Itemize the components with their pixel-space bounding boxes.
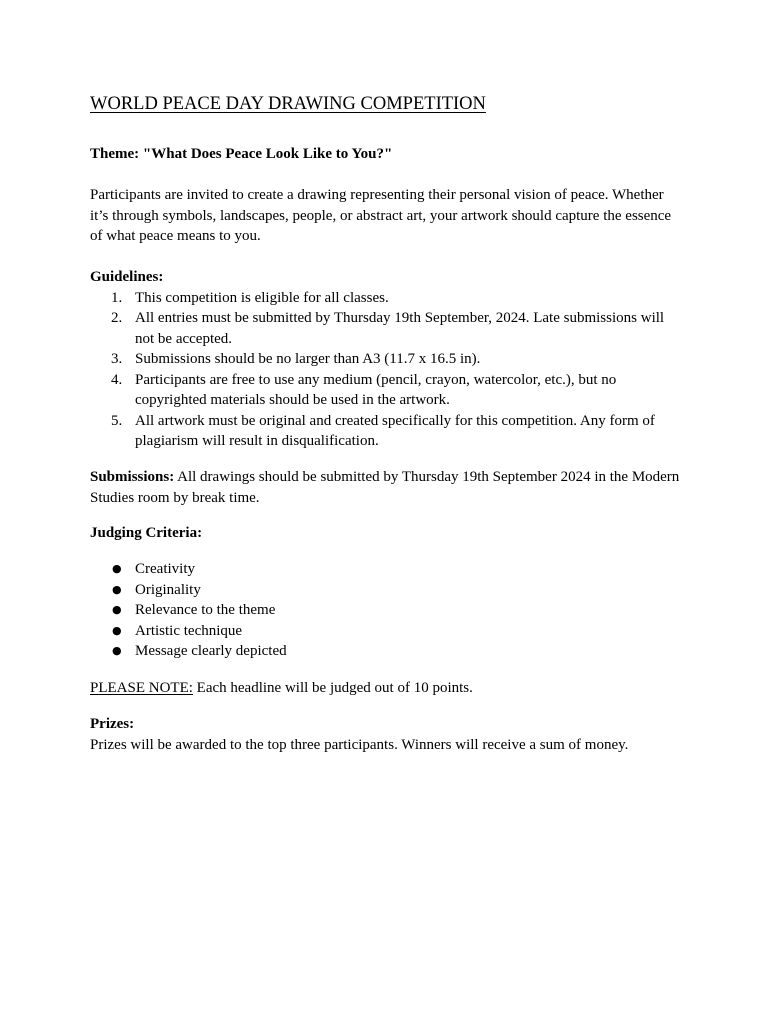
bullet-icon: ● <box>112 562 122 575</box>
guideline-number: 2. <box>111 310 123 326</box>
guideline-text: Participants are free to use any medium (pencil, crayon, watercolor, etc.), but no copyrighted materials should be used in the artwork. <box>135 371 617 408</box>
submissions-text: All drawings should be submitted by Thursday 19th September 2024 in the Modern Studies room by break time. <box>90 469 680 506</box>
guideline-item <box>90 370 682 411</box>
submissions-label: Submissions: <box>90 469 175 485</box>
guideline-number: 5. <box>111 412 123 429</box>
guideline-text: Submissions should be no larger than A3 (11.7 x 16.5 in). <box>135 351 481 367</box>
criteria-text: Artistic technique <box>135 622 243 639</box>
guideline-number: 3. <box>111 351 123 367</box>
criteria-item <box>90 621 682 642</box>
guideline-item <box>90 288 682 309</box>
judging-heading: Judging Criteria: <box>90 525 203 541</box>
theme-label: Theme: <box>90 146 140 162</box>
criteria-item <box>90 580 682 601</box>
guideline-item <box>90 411 682 452</box>
theme-value: "What Does Peace Look Like to You?" <box>142 146 393 162</box>
guideline-item <box>90 349 682 370</box>
guideline-text: All entries must be submitted by Thursday 19th September, 2024. Late submissions will not be accepted. <box>135 310 665 347</box>
guidelines-heading: Guidelines: <box>90 269 164 285</box>
guideline-number: 1. <box>111 289 123 306</box>
criteria-text: Message clearly depicted <box>135 643 287 659</box>
guideline-item <box>90 308 682 349</box>
prizes-section <box>90 714 682 755</box>
please-note-text: Each headline will be judged out of 10 points. <box>192 680 473 696</box>
criteria-item <box>90 559 682 580</box>
bullet-icon: ● <box>112 623 122 637</box>
criteria-text: Originality <box>135 581 201 598</box>
criteria-text: Creativity <box>135 561 195 577</box>
bullet-icon: ● <box>112 603 122 616</box>
criteria-item <box>90 641 682 662</box>
intro-paragraph: Participants are invited to create a drawing representing their personal vision of peace. Whether it’s through symbols, landscapes, people, or abstract art, your artwork should capture the essence of what peace means to you. <box>90 187 672 244</box>
bullet-icon: ● <box>112 644 122 657</box>
guideline-text: All artwork must be original and created specifically for this competition. Any form of plagiarism will result in disqualification. <box>135 412 655 449</box>
guidelines-section <box>90 267 682 452</box>
judging-criteria-list <box>90 559 682 662</box>
prizes-heading: Prizes: <box>90 716 135 732</box>
please-note-label: PLEASE NOTE: <box>90 680 193 696</box>
submissions-paragraph <box>90 467 682 508</box>
theme-line <box>90 144 682 165</box>
prizes-text: Prizes will be awarded to the top three participants. Winners will receive a sum of money. <box>90 736 629 753</box>
guideline-number: 4. <box>111 371 123 388</box>
please-note-line <box>90 678 682 699</box>
page-title: WORLD PEACE DAY DRAWING COMPETITION <box>90 94 486 114</box>
guideline-text: This competition is eligible for all classes. <box>135 289 389 306</box>
bullet-icon: ● <box>112 582 122 596</box>
criteria-text: Relevance to the theme <box>135 602 276 618</box>
guidelines-list <box>90 288 682 452</box>
criteria-item <box>90 600 682 621</box>
